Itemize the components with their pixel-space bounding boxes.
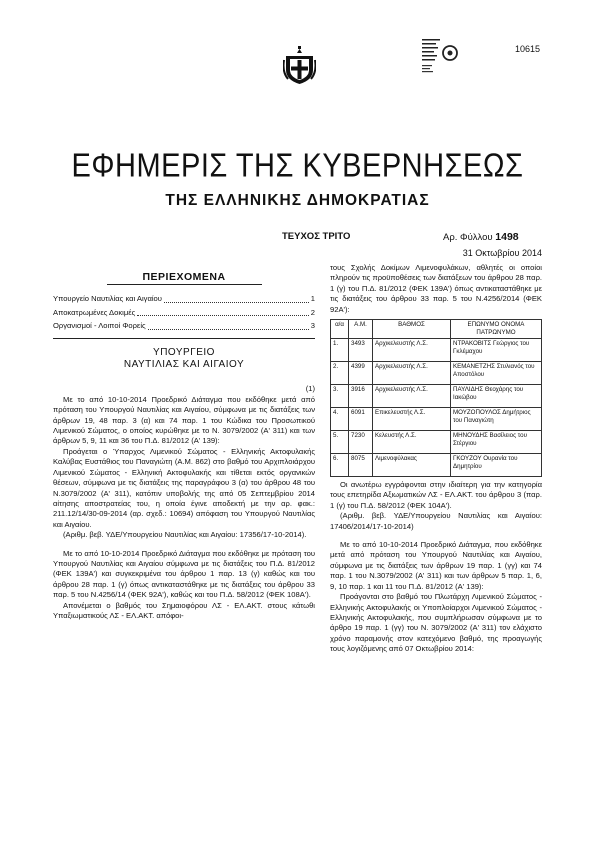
ministry-name-line2: ΝΑΥΤΙΛΙΑΣ ΚΑΙ ΑΙΓΑΙΟΥ bbox=[123, 359, 245, 371]
decision-number: (1) bbox=[305, 384, 315, 394]
table-cell: 3916 bbox=[349, 385, 373, 408]
table-cell: Αρχικελευστής Λ.Σ. bbox=[373, 362, 451, 385]
table-cell: 3. bbox=[331, 385, 349, 408]
paragraph: τους Σχολής Δοκίμων Λιμενοφυλάκων, αθλητές οι οποίοι πληρούν τις προϋποθέσεις των διατάξεων του άρθρου 28 παρ. 1 (γ) του Π.Δ. 81/2012 (ΦΕΚ 139Α') όπως αντικαταστάθηκε με τις διατάξεις του άρθρου 33 παρ. 5 του Ν.4256/2014 (ΦΕΚ 92Α'): bbox=[330, 263, 542, 314]
paragraph: Με το από 10-10-2014 Προεδρικό Διάταγμα, που εκδόθηκε μετά από πρόταση του Υπουργού Ναυτιλίας και Αιγαίου, σύμφωνα με τις διατάξεις των άρθρων 19 παρ. 1 (γγ) και 74 παρ. 1 του Ν.3079/2002 (Α' 311) και των άρθρων 5 παρ. 1, 6, 9, 10 παρ. 1 και 11 του Π.Δ. 81/2012 (Α' 139): bbox=[330, 540, 542, 591]
table-cell: ΜΟΥΖΟΠΟΥΛΟΣ Δημήτριος του Παναγιώτη bbox=[451, 408, 542, 431]
toc-item-label: Οργανισμοί - Λοιποί Φορείς bbox=[53, 321, 146, 331]
table-header-cell: α/α bbox=[331, 320, 349, 339]
table-header-cell: Α.Μ. bbox=[349, 320, 373, 339]
table-cell: 8075 bbox=[349, 454, 373, 477]
table-row bbox=[331, 431, 542, 454]
table-row bbox=[331, 362, 542, 385]
table-cell: 4399 bbox=[349, 362, 373, 385]
table-cell: 4. bbox=[331, 408, 349, 431]
toc-heading: ΠΕΡΙΕΧΟΜΕΝΑ bbox=[142, 271, 226, 283]
table-cell: 6. bbox=[331, 454, 349, 477]
paragraph: (Αριθμ. βεβ. ΥΔΕ/Υπουργείου Ναυτιλίας και Αιγαίου: 17356/17-10-2014). bbox=[63, 530, 307, 540]
table-cell: 5. bbox=[331, 431, 349, 454]
table-header-row bbox=[331, 320, 542, 339]
table-cell: ΜΗΝΟΥΔΗΣ Βασίλειος του Στέργιου bbox=[451, 431, 542, 454]
sheet-number bbox=[443, 231, 519, 243]
paragraph: Προάγονται στο βαθμό του Πλωτάρχη Λιμενικού Σώματος - Ελληνικής Ακτοφυλακής οι Υποπλοίαρχοι Λιμενικού Σώματος - Ελληνικής Ακτοφυλακής, που συμπλήρωσαν σύμφωνα με το άρθρο 19 παρ. 1 (γγ) του Ν. 3079/2002 (Α' 311) τον ελάχιστο χρόνο παραμονής στον κατεχόμενο βαθμό, της προαγωγής τους λογιζόμενης από 07 Οκτωβρίου 2014: bbox=[330, 592, 542, 654]
ministry-name-line1: ΥΠΟΥΡΓΕΙΟ bbox=[153, 346, 215, 358]
table-cell: 3493 bbox=[349, 339, 373, 362]
sheet-label: Αρ. Φύλλου bbox=[443, 232, 493, 243]
toc-item[interactable] bbox=[53, 308, 315, 318]
paragraph: Απονέμεται ο βαθμός του Σημαιοφόρου ΛΣ - ΕΛ.ΑΚΤ. στους κάτωθι Υπαξιωματικούς ΛΣ - ΕΛ.ΑΚΤ. απόφοι- bbox=[53, 600, 315, 620]
sheet-number-value: 1498 bbox=[495, 231, 519, 243]
toc-item-label: Αποκατρωμένες Δοκιμές bbox=[53, 307, 136, 317]
toc-heading-rule bbox=[107, 284, 262, 285]
right-column bbox=[330, 263, 542, 655]
table-cell: 6091 bbox=[349, 408, 373, 431]
table-cell: ΚΕΜΑΝΕΤΖΗΣ Στυλιανός του Αποστόλου bbox=[451, 362, 542, 385]
toc-item-page: 2 bbox=[310, 307, 315, 317]
table-row bbox=[331, 385, 542, 408]
gazette-title: ΕΦΗΜΕΡΙΣ ΤΗΣ ΚΥΒΕΡΝΗΣΕΩΣ bbox=[71, 147, 524, 185]
table-header-cell: ΕΠΩΝΥΜΟ ΟΝΟΜΑ ΠΑΤΡΩΝΥΜΟ bbox=[451, 320, 542, 339]
coat-of-arms-icon bbox=[283, 46, 316, 86]
table-cell: Αρχικελευστής Λ.Σ. bbox=[373, 339, 451, 362]
table-cell: 2. bbox=[331, 362, 349, 385]
left-column bbox=[53, 272, 315, 621]
table-cell: Λιμενοφύλακας bbox=[373, 454, 451, 477]
promotion-table bbox=[330, 319, 542, 477]
issue-type: ΤΕΥΧΟΣ ΤΡΙΤΟ bbox=[282, 231, 351, 242]
table-cell: Επικελευστής Λ.Σ. bbox=[373, 408, 451, 431]
gazette-subtitle: ΤΗΣ ΕΛΛΗΝΙΚΗΣ ΔΗΜΟΚΡΑΤΙΑΣ bbox=[165, 192, 430, 209]
table-cell: ΠΑΥΛΙΔΗΣ Θεοχάρης του Ιακώβου bbox=[451, 385, 542, 408]
toc-item-page: 1 bbox=[310, 294, 315, 304]
issue-date: 31 Οκτωβρίου 2014 bbox=[462, 248, 542, 258]
table-cell: 1. bbox=[331, 339, 349, 362]
paragraph: Με το από 10-10-2014 Προεδρικό Διάταγμα που εκδόθηκε με πρόταση του Υπουργού Ναυτιλίας και Αιγαίου σύμφωνα με τις διατάξεις του Π.Δ. 81/2012 (ΦΕΚ 139Α') και συγκεκριμένα του άρθρου 1 παρ. 13 (γ) καθώς και του άρθρου 28 παρ. 1 (γ) όπως αντικαταστάθηκε με τις διατάξεις του άρθρου 33 παρ. 5 του Ν.4256/14 (ΦΕΚ 92Α'), καθώς και του Π.Δ. 58/2012 (ΦΕΚ 108Α'). bbox=[53, 548, 315, 600]
paragraph: Με το από 10-10-2014 Προεδρικό Διάταγμα που εκδόθηκε μετά από πρόταση του Υπουργού Ναυτιλίας και Αιγαίου, σύμφωνα με τις διατάξεις των άρθρων 19, 48 παρ. 3 (α) και 74 παρ. 1 του Κώδικα του Προσωπικού Λιμενικού Σώματος, ο οποίος κυρώθηκε με το Ν. 3079/2002 (Α' 311) και των άρθρων 5, 9, 11 και 36 του Π.Δ. 81/2012 (Α' 139): bbox=[53, 394, 315, 446]
table-row bbox=[331, 454, 542, 477]
paragraph: Προάγεται ο Ύπαρχος Λιμενικού Σώματος - Ελληνικής Ακτοφυλακής Καλύβας Ευστάθιος του Παναγιώτη (Α.Μ. 862) στο βαθμό του Αρχιπλοιάρχου Λιμενικού Σώματος - Ελληνική Ακτοφυλακής και τίθεται εκτός οργανικών θέσεων, σύμφωνα με τις διατάξεις της παραγράφου 3 (α) του άρθρου 48 του Ν.3079/2002 (Α' 311), κατόπιν υποβολής της από 05 Σεπτεμβρίου 2014 αίτησης αποστρατείας του, η οποία έγινε αποδεκτή με την αρ. φακ.: 211.12/14/30-09-2014 (αρ. σχεδ.: 10694) απόφαση του Υπουργού Ναυτιλίας και Αιγαίου. bbox=[53, 446, 315, 529]
paragraph: (Αριθμ. βεβ. ΥΔΕ/Υπουργείου Ναυτιλίας και Αιγαίου: 17406/2014/17-10-2014) bbox=[330, 511, 542, 531]
table-row bbox=[331, 408, 542, 431]
toc-item-label: Υπουργείο Ναυτιλίας και Αιγαίου bbox=[53, 294, 162, 304]
page-number: 10615 bbox=[514, 44, 540, 54]
table-cell: Αρχικελευστής Λ.Σ. bbox=[373, 385, 451, 408]
table-cell: ΝΤΡΑΚΟΒΙΤΣ Γεώργιος του Γκλέμαχου bbox=[451, 339, 542, 362]
toc-item-page: 3 bbox=[310, 321, 315, 331]
paragraph: Οι ανωτέρω εγγράφονται στην ιδιαίτερη για την κατηγορία τους επετηρίδα Αξιωματικών ΛΣ - ΕΛ.ΑΚΤ. του άρθρου 3 (παρ. 1 (γ) του Π.Δ. 58/2012 (ΦΕΚ 104Α'). bbox=[330, 480, 542, 510]
toc-item[interactable] bbox=[53, 321, 315, 331]
table-row bbox=[331, 339, 542, 362]
table-cell: Κελευστής Λ.Σ. bbox=[373, 431, 451, 454]
table-cell: 7230 bbox=[349, 431, 373, 454]
toc-item[interactable] bbox=[53, 294, 315, 304]
national-printing-logo-icon bbox=[422, 37, 460, 75]
table-header-cell: ΒΑΘΜΟΣ bbox=[373, 320, 451, 339]
table-cell: ΓΚΟΥΖΟΥ Ουρανία του Δημητρίου bbox=[451, 454, 542, 477]
